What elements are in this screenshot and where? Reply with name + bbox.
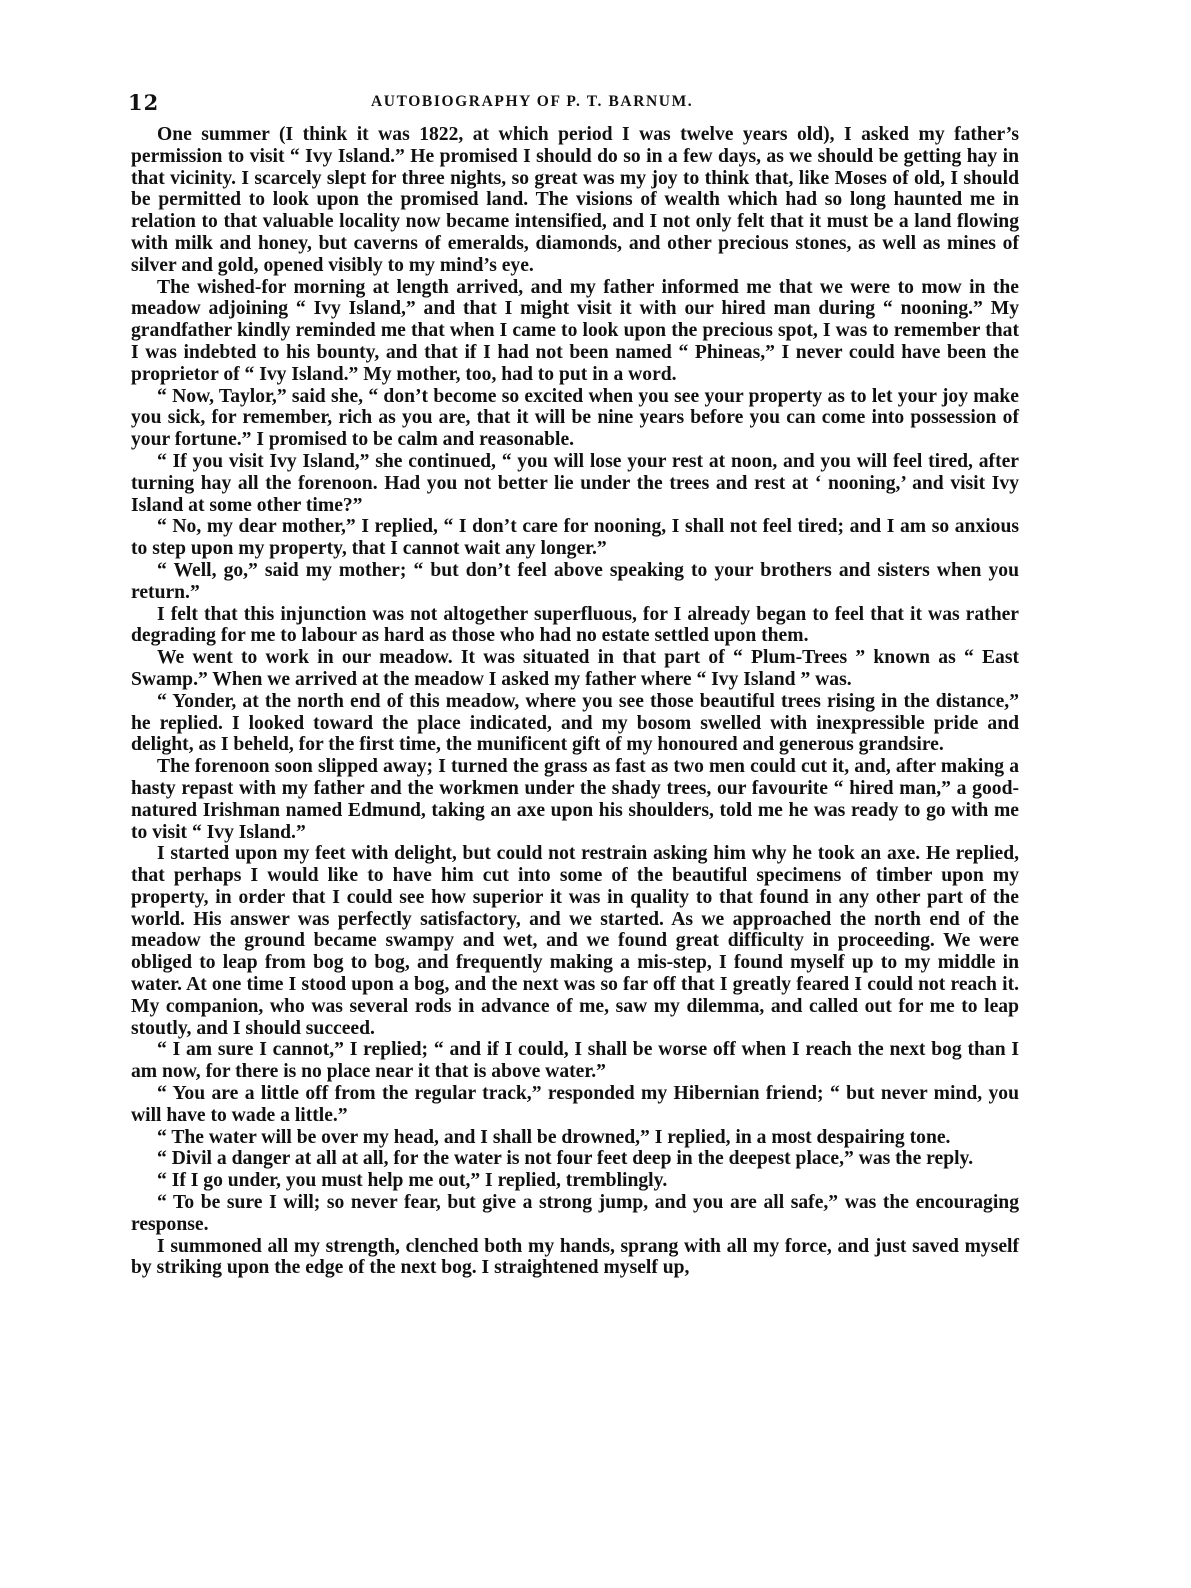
paragraph: “ If you visit Ivy Island,” she continued, “ you will lose your rest at noon, and you will feel tired, after turning hay all the forenoon. Had you not better lie under the trees and rest at ‘ nooning,’ and visit Ivy Island at some other time?” <box>131 450 1019 516</box>
paragraph: “ The water will be over my head, and I shall be drowned,” I replied, in a most despairing tone. <box>157 1126 951 1148</box>
paragraph: “ To be sure I will; so never fear, but give a strong jump, and you are all safe,” was the encouraging response. <box>131 1192 1019 1235</box>
running-head: AUTOBIOGRAPHY OF P. T. BARNUM. <box>371 93 694 110</box>
paragraph: I started upon my feet with delight, but could not restrain asking him why he took an axe. He replied, that perhaps I would like to have him cut into some of the beautiful specimens of timber upon my property, in order that I could see how superior it was in quality to that found in any other part of the world. His answer was perfectly satisfactory, and we started. As we approached the north end of the meadow the ground became swampy and wet, and we found great difficulty in proceeding. We were obliged to leap from bog to bog, and frequently making a mis-step, I found myself up to my middle in water. At one time I stood upon a bog, and the next was so far off that I greatly feared I could not reach it. My companion, who was several rods in advance of me, saw my dilemma, and called out for me to leap stoutly, and I should succeed. <box>131 843 1019 1039</box>
paragraph: “ Yonder, at the north end of this meadow, where you see those beautiful trees rising in the distance,” he replied. I looked toward the place indicated, and my bosom swelled with inexpressible pride and delight, as I beheld, for the first time, the munificent gift of my honoured and generous grandsire. <box>131 690 1019 756</box>
page-header <box>128 90 1028 120</box>
paragraph: “ Well, go,” said my mother; “ but don’t feel above speaking to your brothers and sisters when you return.” <box>131 559 1019 603</box>
paragraph: “ You are a little off from the regular track,” responded my Hibernian friend; “ but never mind, you will have to wade a little.” <box>131 1083 1019 1126</box>
paragraph: “ If I go under, you must help me out,” I replied, tremblingly. <box>157 1170 668 1192</box>
paragraph: “ I am sure I cannot,” I replied; “ and if I could, I shall be worse off when I reach the next bog than I am now, for there is no place near it that is above water.” <box>131 1039 1019 1083</box>
paragraph: I summoned all my strength, clenched both my hands, sprang with all my force, and just saved myself by striking upon the edge of the next bog. I straightened myself up, <box>131 1235 1019 1279</box>
paragraph: “ Now, Taylor,” said she, “ don’t become so excited when you see your property as to let your joy make you sick, for remember, rich as you are, that it will be nine years before you can come into possession of your fortune.” I promised to be calm and reasonable. <box>131 385 1019 451</box>
body-text <box>131 124 1019 1279</box>
paragraph: I felt that this injunction was not altogether superfluous, for I already began to feel that it was rather degrading for me to labour as hard as those who had no estate settled upon them. <box>131 603 1019 647</box>
paragraph: We went to work in our meadow. It was situated in that part of “ Plum-Trees ” known as “ East Swamp.” When we arrived at the meadow I asked my father where “ Ivy Island ” was. <box>131 647 1019 690</box>
paragraph: One summer (I think it was 1822, at which period I was twelve years old), I asked my father’s permission to visit “ Ivy Island.” He promised I should do so in a few days, as we should be getting hay in that vicinity. I scarcely slept for three nights, so great was my joy to think that, like Moses of old, I should be permitted to look upon the promised land. The visions of wealth which had so long haunted me in relation to that valuable locality now became intensified, and I not only felt that it must be a land flowing with milk and honey, but caverns of emeralds, diamonds, and other precious stones, as well as mines of silver and gold, opened visibly to my mind’s eye. <box>131 124 1019 276</box>
paragraph: The wished-for morning at length arrived, and my father informed me that we were to mow in the meadow adjoining “ Ivy Island,” and that I might visit it with our hired man during “ nooning.” My grandfather kindly reminded me that when I came to look upon the precious spot, I was to remember that I was indebted to his bounty, and that if I had not been named “ Phineas,” I never could have been the proprietor of “ Ivy Island.” My mother, too, had to put in a word. <box>131 276 1019 385</box>
paragraph: “ No, my dear mother,” I replied, “ I don’t care for nooning, I shall not feel tired; and I am so anxious to step upon my property, that I cannot wait any longer.” <box>131 516 1019 560</box>
paragraph: The forenoon soon slipped away; I turned the grass as fast as two men could cut it, and, after making a hasty repast with my father and the workmen under the shady trees, our favourite “ hired man,” a good-natured Irishman named Edmund, taking an axe upon his shoulders, told me he was ready to go with me to visit “ Ivy Island.” <box>131 756 1019 843</box>
page-number: 12 <box>128 90 160 115</box>
paragraph: “ Divil a danger at all at all, for the water is not four feet deep in the deepest place,” was the reply. <box>157 1148 974 1170</box>
